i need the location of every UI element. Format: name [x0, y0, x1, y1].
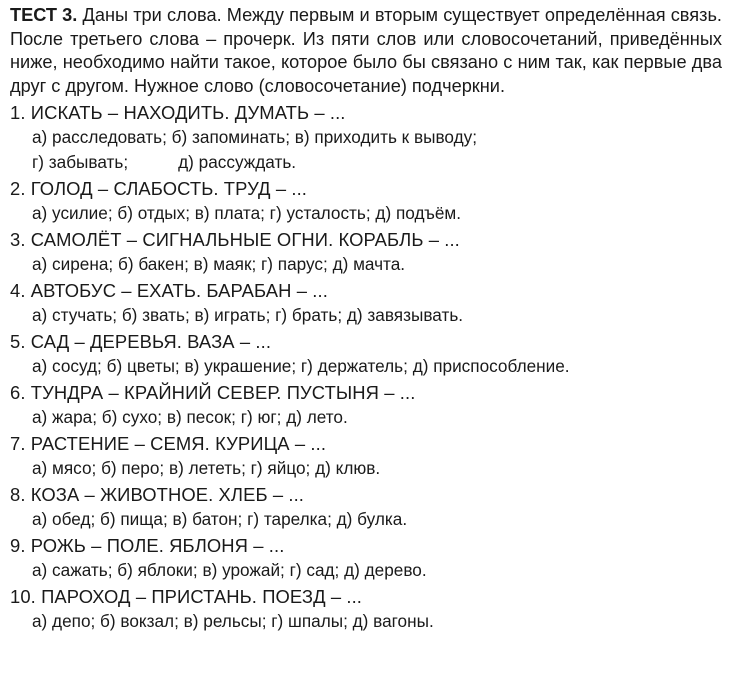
answer-options: [10, 405, 722, 430]
question-title: 10. ПАРОХОД – ПРИСТАНЬ. ПОЕЗД – ...: [10, 586, 363, 608]
answer-options: [10, 303, 722, 328]
options-line: а) стучать; б) звать; в) играть; г) брать; д) завязывать.: [32, 305, 464, 326]
answer-options: [10, 125, 722, 175]
question-4: [10, 278, 722, 328]
question-title: 7. РАСТЕНИЕ – СЕМЯ. КУРИЦА – ...: [10, 433, 327, 455]
answer-options: [10, 507, 722, 532]
options-line: а) мясо; б) перо; в) лететь; г) яйцо; д) клюв.: [32, 458, 381, 479]
answer-options: [10, 456, 722, 481]
question-title: 6. ТУНДРА – КРАЙНИЙ СЕВЕР. ПУСТЫНЯ – ...: [10, 382, 416, 404]
options-line: а) депо; б) вокзал; в) рельсы; г) шпалы; д) вагоны.: [32, 611, 434, 632]
question-title: 4. АВТОБУС – ЕХАТЬ. БАРАБАН – ...: [10, 280, 328, 302]
options-line: а) расследовать; б) запоминать; в) приходить к выводу;: [32, 127, 477, 148]
options-line: а) жара; б) сухо; в) песок; г) юг; д) лето.: [32, 407, 348, 428]
options-line: а) сажать; б) яблоки; в) урожай; г) сад; д) дерево.: [32, 560, 427, 581]
instructions: [10, 4, 722, 98]
question-title: 5. САД – ДЕРЕВЬЯ. ВАЗА – ...: [10, 331, 272, 353]
answer-options: [10, 201, 722, 226]
instructions-text: Даны три слова. Между первым и вторым существует определённая связь. После третьего слова – прочерк. Из пяти слов или словосочетаний, приведённых ниже, необходимо найти такое, которое было бы связано с ним так, как первые два друг с другом. Нужное слово (словосочетание) подчеркни.: [10, 5, 722, 96]
question-5: [10, 329, 722, 379]
question-6: [10, 380, 722, 430]
options-line: а) усилие; б) отдых; в) плата; г) усталость; д) подъём.: [32, 203, 461, 224]
options-line: а) сосуд; б) цветы; в) украшение; г) держатель; д) приспособление.: [32, 356, 570, 377]
question-title: 1. ИСКАТЬ – НАХОДИТЬ. ДУМАТЬ – ...: [10, 102, 346, 124]
options-line: [32, 150, 722, 175]
options-line: а) обед; б) пища; в) батон; г) тарелка; д) булка.: [32, 509, 408, 530]
question-title: 8. КОЗА – ЖИВОТНОЕ. ХЛЕБ – ...: [10, 484, 304, 506]
answer-options: [10, 558, 722, 583]
answer-options: [10, 252, 722, 277]
answer-options: [10, 609, 722, 634]
question-8: [10, 482, 722, 532]
question-10: [10, 584, 722, 634]
test-label: ТЕСТ 3.: [10, 5, 78, 25]
question-title: 3. САМОЛЁТ – СИГНАЛЬНЫЕ ОГНИ. КОРАБЛЬ – ...: [10, 229, 460, 251]
question-title: 9. РОЖЬ – ПОЛЕ. ЯБЛОНЯ – ...: [10, 535, 285, 557]
option-text: г) забывать;: [32, 152, 129, 173]
question-title: 2. ГОЛОД – СЛАБОСТЬ. ТРУД – ...: [10, 178, 307, 200]
answer-options: [10, 354, 722, 379]
options-line: а) сирена; б) бакен; в) маяк; г) парус; д) мачта.: [32, 254, 406, 275]
question-2: [10, 176, 722, 226]
question-1: [10, 100, 722, 175]
question-3: [10, 227, 722, 277]
question-9: [10, 533, 722, 583]
option-text: д) рассуждать.: [178, 152, 297, 173]
question-7: [10, 431, 722, 481]
